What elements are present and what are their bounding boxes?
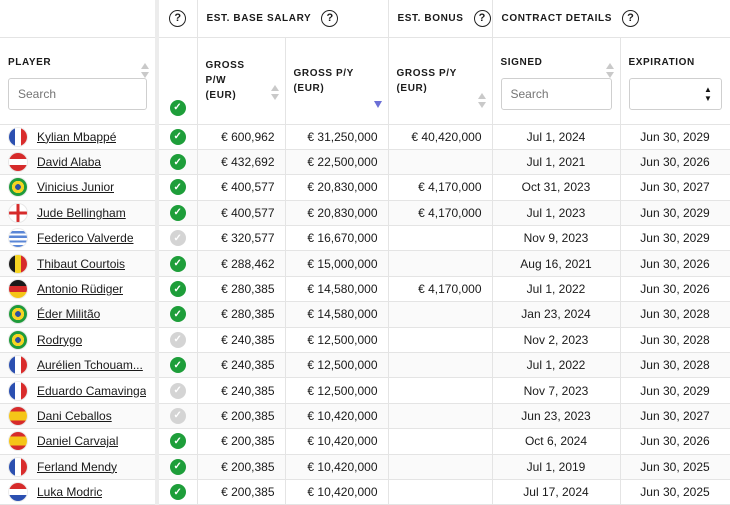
player-column-header[interactable] bbox=[0, 37, 157, 124]
sort-icon[interactable] bbox=[478, 93, 486, 109]
gross-pw-cell: € 280,385 bbox=[197, 276, 285, 301]
bonus-cell bbox=[388, 353, 492, 378]
expiration-cell: Jun 30, 2029 bbox=[620, 226, 730, 251]
verified-check-icon: ✓ bbox=[170, 205, 186, 221]
verified-cell bbox=[157, 479, 197, 504]
player-cell bbox=[0, 251, 157, 276]
spain-flag-icon bbox=[9, 432, 27, 450]
player-cell bbox=[0, 479, 157, 504]
verified-cell bbox=[157, 302, 197, 327]
bonus-cell bbox=[388, 454, 492, 479]
bonus-cell bbox=[388, 251, 492, 276]
bonus-py-column-header[interactable] bbox=[388, 37, 492, 124]
signed-cell: Jan 23, 2024 bbox=[492, 302, 620, 327]
verified-cell bbox=[157, 276, 197, 301]
expiration-select[interactable] bbox=[629, 78, 722, 110]
verified-check-icon: ✓ bbox=[170, 256, 186, 272]
expiration-cell: Jun 30, 2028 bbox=[620, 353, 730, 378]
gross-py-cell: € 10,420,000 bbox=[285, 454, 388, 479]
verified-cell bbox=[157, 226, 197, 251]
player-cell bbox=[0, 454, 157, 479]
gross-pw-column-header[interactable] bbox=[197, 37, 285, 124]
player-header-label: PLAYER bbox=[8, 57, 52, 68]
gross-pw-cell: € 288,462 bbox=[197, 251, 285, 276]
verified-cell bbox=[157, 149, 197, 174]
signed-cell: Jul 1, 2022 bbox=[492, 276, 620, 301]
signed-column-header[interactable] bbox=[492, 37, 620, 124]
gross-pw-cell: € 280,385 bbox=[197, 302, 285, 327]
austria-flag-icon bbox=[9, 153, 27, 171]
table-row bbox=[0, 302, 730, 327]
player-name-link[interactable]: Luka Modric bbox=[37, 485, 103, 500]
unverified-check-icon: ✓ bbox=[170, 383, 186, 399]
gross-py-cell: € 12,500,000 bbox=[285, 378, 388, 403]
verified-check-icon: ✓ bbox=[170, 433, 186, 449]
gross-pw-cell: € 200,385 bbox=[197, 454, 285, 479]
expiration-cell: Jun 30, 2025 bbox=[620, 479, 730, 504]
player-name-link[interactable]: Dani Ceballos bbox=[37, 408, 112, 423]
gross-pw-cell: € 432,692 bbox=[197, 149, 285, 174]
brazil-flag-icon bbox=[9, 331, 27, 349]
gross-py-cell: € 10,420,000 bbox=[285, 403, 388, 428]
gross-py-cell: € 12,500,000 bbox=[285, 353, 388, 378]
expiration-column-header[interactable] bbox=[620, 37, 730, 124]
france-flag-icon bbox=[9, 128, 27, 146]
verified-check-icon: ✓ bbox=[170, 129, 186, 145]
player-cell bbox=[0, 378, 157, 403]
column-header-row bbox=[0, 37, 730, 124]
brazil-flag-icon bbox=[9, 178, 27, 196]
france-flag-icon bbox=[9, 458, 27, 476]
table-row bbox=[0, 479, 730, 504]
expiration-cell: Jun 30, 2025 bbox=[620, 454, 730, 479]
player-cell bbox=[0, 429, 157, 454]
gross-py-cell: € 20,830,000 bbox=[285, 175, 388, 200]
contract-group-header bbox=[492, 0, 730, 37]
signed-cell: Jun 23, 2023 bbox=[492, 403, 620, 428]
verified-cell bbox=[157, 175, 197, 200]
expiration-cell: Jun 30, 2026 bbox=[620, 429, 730, 454]
contract-label: CONTRACT DETAILS bbox=[501, 12, 613, 24]
gross-pw-cell: € 320,577 bbox=[197, 226, 285, 251]
bonus-cell: € 40,420,000 bbox=[388, 124, 492, 149]
table-row bbox=[0, 251, 730, 276]
player-cell bbox=[0, 327, 157, 352]
table-row bbox=[0, 454, 730, 479]
table-body bbox=[0, 124, 730, 505]
player-cell bbox=[0, 226, 157, 251]
player-cell bbox=[0, 302, 157, 327]
gross-pw-cell: € 600,962 bbox=[197, 124, 285, 149]
player-name-link[interactable]: Éder Militão bbox=[37, 307, 101, 322]
table-row bbox=[0, 200, 730, 225]
germany-flag-icon bbox=[9, 280, 27, 298]
gross-pw-cell: € 240,385 bbox=[197, 378, 285, 403]
table-row bbox=[0, 403, 730, 428]
player-cell bbox=[0, 403, 157, 428]
table-row bbox=[0, 175, 730, 200]
expiration-cell: Jun 30, 2028 bbox=[620, 327, 730, 352]
bonus-cell: € 4,170,000 bbox=[388, 276, 492, 301]
spain-flag-icon bbox=[9, 407, 27, 425]
gross-py-header-label: GROSS P/Y (EUR) bbox=[293, 67, 354, 94]
signed-search-input[interactable] bbox=[501, 78, 612, 110]
croatia-flag-icon bbox=[9, 483, 27, 501]
signed-cell: Oct 6, 2024 bbox=[492, 429, 620, 454]
signed-cell: Nov 9, 2023 bbox=[492, 226, 620, 251]
base-salary-group-header bbox=[197, 0, 388, 37]
uruguay-flag-icon bbox=[9, 229, 27, 247]
verified-group-header bbox=[157, 0, 197, 37]
signed-cell: Jul 1, 2021 bbox=[492, 149, 620, 174]
signed-cell: Aug 16, 2021 bbox=[492, 251, 620, 276]
player-cell bbox=[0, 149, 157, 174]
gross-pw-cell: € 200,385 bbox=[197, 479, 285, 504]
bonus-cell: € 4,170,000 bbox=[388, 200, 492, 225]
verified-cell bbox=[157, 124, 197, 149]
signed-cell: Nov 7, 2023 bbox=[492, 378, 620, 403]
sort-icon[interactable] bbox=[141, 63, 149, 79]
belgium-flag-icon bbox=[9, 255, 27, 273]
player-cell bbox=[0, 124, 157, 149]
unverified-check-icon: ✓ bbox=[170, 408, 186, 424]
player-name-link[interactable]: Vinicius Junior bbox=[37, 180, 115, 195]
verified-check-icon: ✓ bbox=[170, 179, 186, 195]
player-name-link[interactable]: Eduardo Camavinga bbox=[37, 383, 147, 398]
gross-py-cell: € 14,580,000 bbox=[285, 302, 388, 327]
sort-icon[interactable] bbox=[606, 63, 614, 79]
gross-pw-cell: € 400,577 bbox=[197, 175, 285, 200]
gross-pw-cell: € 200,385 bbox=[197, 429, 285, 454]
expiration-header-label: EXPIRATION bbox=[628, 57, 695, 68]
bonus-cell: € 4,170,000 bbox=[388, 175, 492, 200]
player-name-link[interactable]: David Alaba bbox=[37, 155, 102, 170]
help-icon[interactable]: ? bbox=[622, 10, 639, 27]
player-name-link[interactable]: Rodrygo bbox=[37, 332, 83, 347]
expiration-cell: Jun 30, 2028 bbox=[620, 302, 730, 327]
table-row bbox=[0, 226, 730, 251]
gross-py-cell: € 10,420,000 bbox=[285, 479, 388, 504]
base-salary-label: EST. BASE SALARY bbox=[206, 12, 312, 24]
signed-cell: Jul 1, 2022 bbox=[492, 353, 620, 378]
verified-check-icon: ✓ bbox=[170, 281, 186, 297]
player-name-link[interactable]: Jude Bellingham bbox=[37, 205, 126, 220]
signed-cell: Jul 1, 2023 bbox=[492, 200, 620, 225]
bonus-cell bbox=[388, 302, 492, 327]
player-name-link[interactable]: Kylian Mbappé bbox=[37, 129, 117, 144]
player-name-link[interactable]: Federico Valverde bbox=[37, 231, 134, 246]
verified-check-icon: ✓ bbox=[170, 484, 186, 500]
signed-cell: Jul 1, 2019 bbox=[492, 454, 620, 479]
table-row bbox=[0, 327, 730, 352]
verified-cell bbox=[157, 429, 197, 454]
bonus-cell bbox=[388, 226, 492, 251]
player-name-link[interactable]: Antonio Rüdiger bbox=[37, 282, 124, 297]
table-row bbox=[0, 353, 730, 378]
verified-check-icon: ✓ bbox=[170, 306, 186, 322]
signed-cell: Nov 2, 2023 bbox=[492, 327, 620, 352]
player-cell bbox=[0, 175, 157, 200]
player-cell bbox=[0, 353, 157, 378]
unverified-check-icon: ✓ bbox=[170, 230, 186, 246]
gross-py-cell: € 15,000,000 bbox=[285, 251, 388, 276]
bonus-cell bbox=[388, 403, 492, 428]
verified-cell bbox=[157, 327, 197, 352]
expiration-cell: Jun 30, 2026 bbox=[620, 149, 730, 174]
verified-check-icon: ✓ bbox=[170, 154, 186, 170]
signed-header-label: SIGNED bbox=[500, 57, 543, 68]
verified-cell bbox=[157, 353, 197, 378]
sort-icon[interactable] bbox=[271, 85, 279, 101]
england-flag-icon bbox=[9, 204, 27, 222]
bonus-py-header-label: GROSS P/Y (EUR) bbox=[396, 67, 457, 94]
gross-py-column-header[interactable] bbox=[285, 37, 388, 124]
bonus-cell bbox=[388, 479, 492, 504]
table-row bbox=[0, 429, 730, 454]
player-name-link[interactable]: Daniel Carvajal bbox=[37, 434, 119, 449]
france-flag-icon bbox=[9, 356, 27, 374]
expiration-cell: Jun 30, 2026 bbox=[620, 276, 730, 301]
gross-py-cell: € 20,830,000 bbox=[285, 200, 388, 225]
verified-check-icon[interactable]: ✓ bbox=[170, 100, 186, 116]
gross-py-cell: € 31,250,000 bbox=[285, 124, 388, 149]
france-flag-icon bbox=[9, 382, 27, 400]
sort-desc-icon[interactable] bbox=[374, 101, 382, 108]
bonus-cell bbox=[388, 149, 492, 174]
verified-cell bbox=[157, 454, 197, 479]
bonus-cell bbox=[388, 429, 492, 454]
player-name-link[interactable]: Aurélien Tchouam... bbox=[37, 358, 143, 373]
signed-cell: Jul 1, 2024 bbox=[492, 124, 620, 149]
expiration-cell: Jun 30, 2026 bbox=[620, 251, 730, 276]
gross-pw-header-label: GROSS P/W (EUR) bbox=[205, 60, 245, 101]
help-icon[interactable]: ? bbox=[321, 10, 338, 27]
table-row bbox=[0, 276, 730, 301]
help-icon[interactable]: ? bbox=[169, 10, 186, 27]
player-cell bbox=[0, 200, 157, 225]
bonus-group-header bbox=[388, 0, 492, 37]
table-row bbox=[0, 378, 730, 403]
signed-cell: Jul 17, 2024 bbox=[492, 479, 620, 504]
expiration-cell: Jun 30, 2027 bbox=[620, 403, 730, 428]
select-arrows-icon: ▲ ▼ bbox=[703, 85, 713, 103]
gross-py-cell: € 10,420,000 bbox=[285, 429, 388, 454]
table-row bbox=[0, 149, 730, 174]
verified-cell bbox=[157, 378, 197, 403]
gross-py-cell: € 14,580,000 bbox=[285, 276, 388, 301]
verified-cell bbox=[157, 403, 197, 428]
verified-check-icon: ✓ bbox=[170, 459, 186, 475]
player-name-link[interactable]: Thibaut Courtois bbox=[37, 256, 126, 271]
player-name-link[interactable]: Ferland Mendy bbox=[37, 459, 118, 474]
expiration-cell: Jun 30, 2029 bbox=[620, 200, 730, 225]
unverified-check-icon: ✓ bbox=[170, 332, 186, 348]
player-search-input[interactable] bbox=[8, 78, 147, 110]
help-icon[interactable]: ? bbox=[474, 10, 491, 27]
gross-pw-cell: € 400,577 bbox=[197, 200, 285, 225]
bonus-cell bbox=[388, 378, 492, 403]
verified-cell bbox=[157, 200, 197, 225]
signed-cell: Oct 31, 2023 bbox=[492, 175, 620, 200]
gross-py-cell: € 12,500,000 bbox=[285, 327, 388, 352]
brazil-flag-icon bbox=[9, 305, 27, 323]
gross-py-cell: € 22,500,000 bbox=[285, 149, 388, 174]
group-header-row bbox=[0, 0, 730, 37]
player-cell bbox=[0, 276, 157, 301]
verified-cell bbox=[157, 251, 197, 276]
gross-pw-cell: € 240,385 bbox=[197, 327, 285, 352]
gross-py-cell: € 16,670,000 bbox=[285, 226, 388, 251]
expiration-cell: Jun 30, 2029 bbox=[620, 124, 730, 149]
expiration-cell: Jun 30, 2029 bbox=[620, 378, 730, 403]
verified-column-header bbox=[157, 37, 197, 124]
bonus-cell bbox=[388, 327, 492, 352]
player-group-header bbox=[0, 0, 157, 37]
bonus-label: EST. BONUS bbox=[397, 12, 464, 24]
table-row bbox=[0, 124, 730, 149]
expiration-cell: Jun 30, 2027 bbox=[620, 175, 730, 200]
verified-check-icon: ✓ bbox=[170, 357, 186, 373]
gross-pw-cell: € 240,385 bbox=[197, 353, 285, 378]
gross-pw-cell: € 200,385 bbox=[197, 403, 285, 428]
